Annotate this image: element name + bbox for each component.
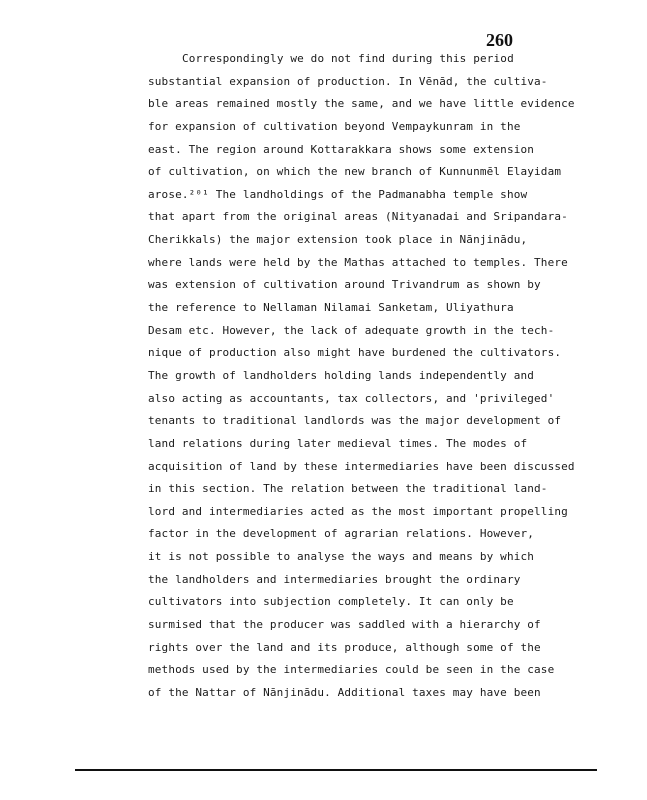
text-line: surmised that the producer was saddled with a hierarchy of [148,618,541,632]
text-line: methods used by the intermediaries could be seen in the case [148,663,555,677]
text-line: east. The region around Kottarakkara shows some extension [148,142,535,156]
text-line: also acting as accountants, tax collectors, and 'privileged' [148,391,555,405]
footnote-separator-rule [75,769,597,771]
text-line: cultivators into subjection completely. It can only be [148,595,514,609]
text-line: where lands were held by the Mathas attached to temples. There [148,255,568,269]
text-line: arose.²⁰¹ The landholdings of the Padmanabha temple show [148,187,528,201]
text-line: land relations during later medieval times. The modes of [148,436,528,450]
page-number: 260 [486,30,513,50]
text-line: tenants to traditional landlords was the major development of [148,414,562,428]
text-line: Correspondingly we do not find during this period [182,52,514,65]
text-line: factor in the development of agrarian relations. However, [148,527,535,541]
text-line: lord and intermediaries acted as the most important propelling [148,504,568,518]
text-line: Cherikkals) the major extension took place in Nānjinādu, [148,233,528,247]
text-line: acquisition of land by these intermediaries have been discussed [148,459,575,473]
text-line: substantial expansion of production. In Vēnād, the cultiva- [148,74,548,88]
text-line: the reference to Nellaman Nilamai Sanketam, Uliyathura [148,301,514,315]
text-line: for expansion of cultivation beyond Vempaykunram in the [148,119,521,133]
text-line: of cultivation, on which the new branch of Kunnunmēl Elayidam [148,165,562,179]
text-line: The growth of landholders holding lands independently and [148,368,535,382]
text-line: in this section. The relation between the traditional land- [148,482,548,496]
text-line: it is not possible to analyse the ways and means by which [148,550,535,564]
text-line: of the Nattar of Nānjinādu. Additional taxes may have been [148,685,541,699]
text-line: ble areas remained mostly the same, and we have little evidence [148,97,575,111]
text-line: was extension of cultivation around Trivandrum as shown by [148,278,541,292]
text-line: the landholders and intermediaries brought the ordinary [148,572,521,586]
text-line: that apart from the original areas (Nityanadai and Sripandara- [148,210,568,224]
body-paragraph [148,48,638,705]
text-line: rights over the land and its produce, although some of the [148,640,541,654]
text-line: nique of production also might have burdened the cultivators. [148,346,562,360]
text-line: Desam etc. However, the lack of adequate growth in the tech- [148,323,555,337]
